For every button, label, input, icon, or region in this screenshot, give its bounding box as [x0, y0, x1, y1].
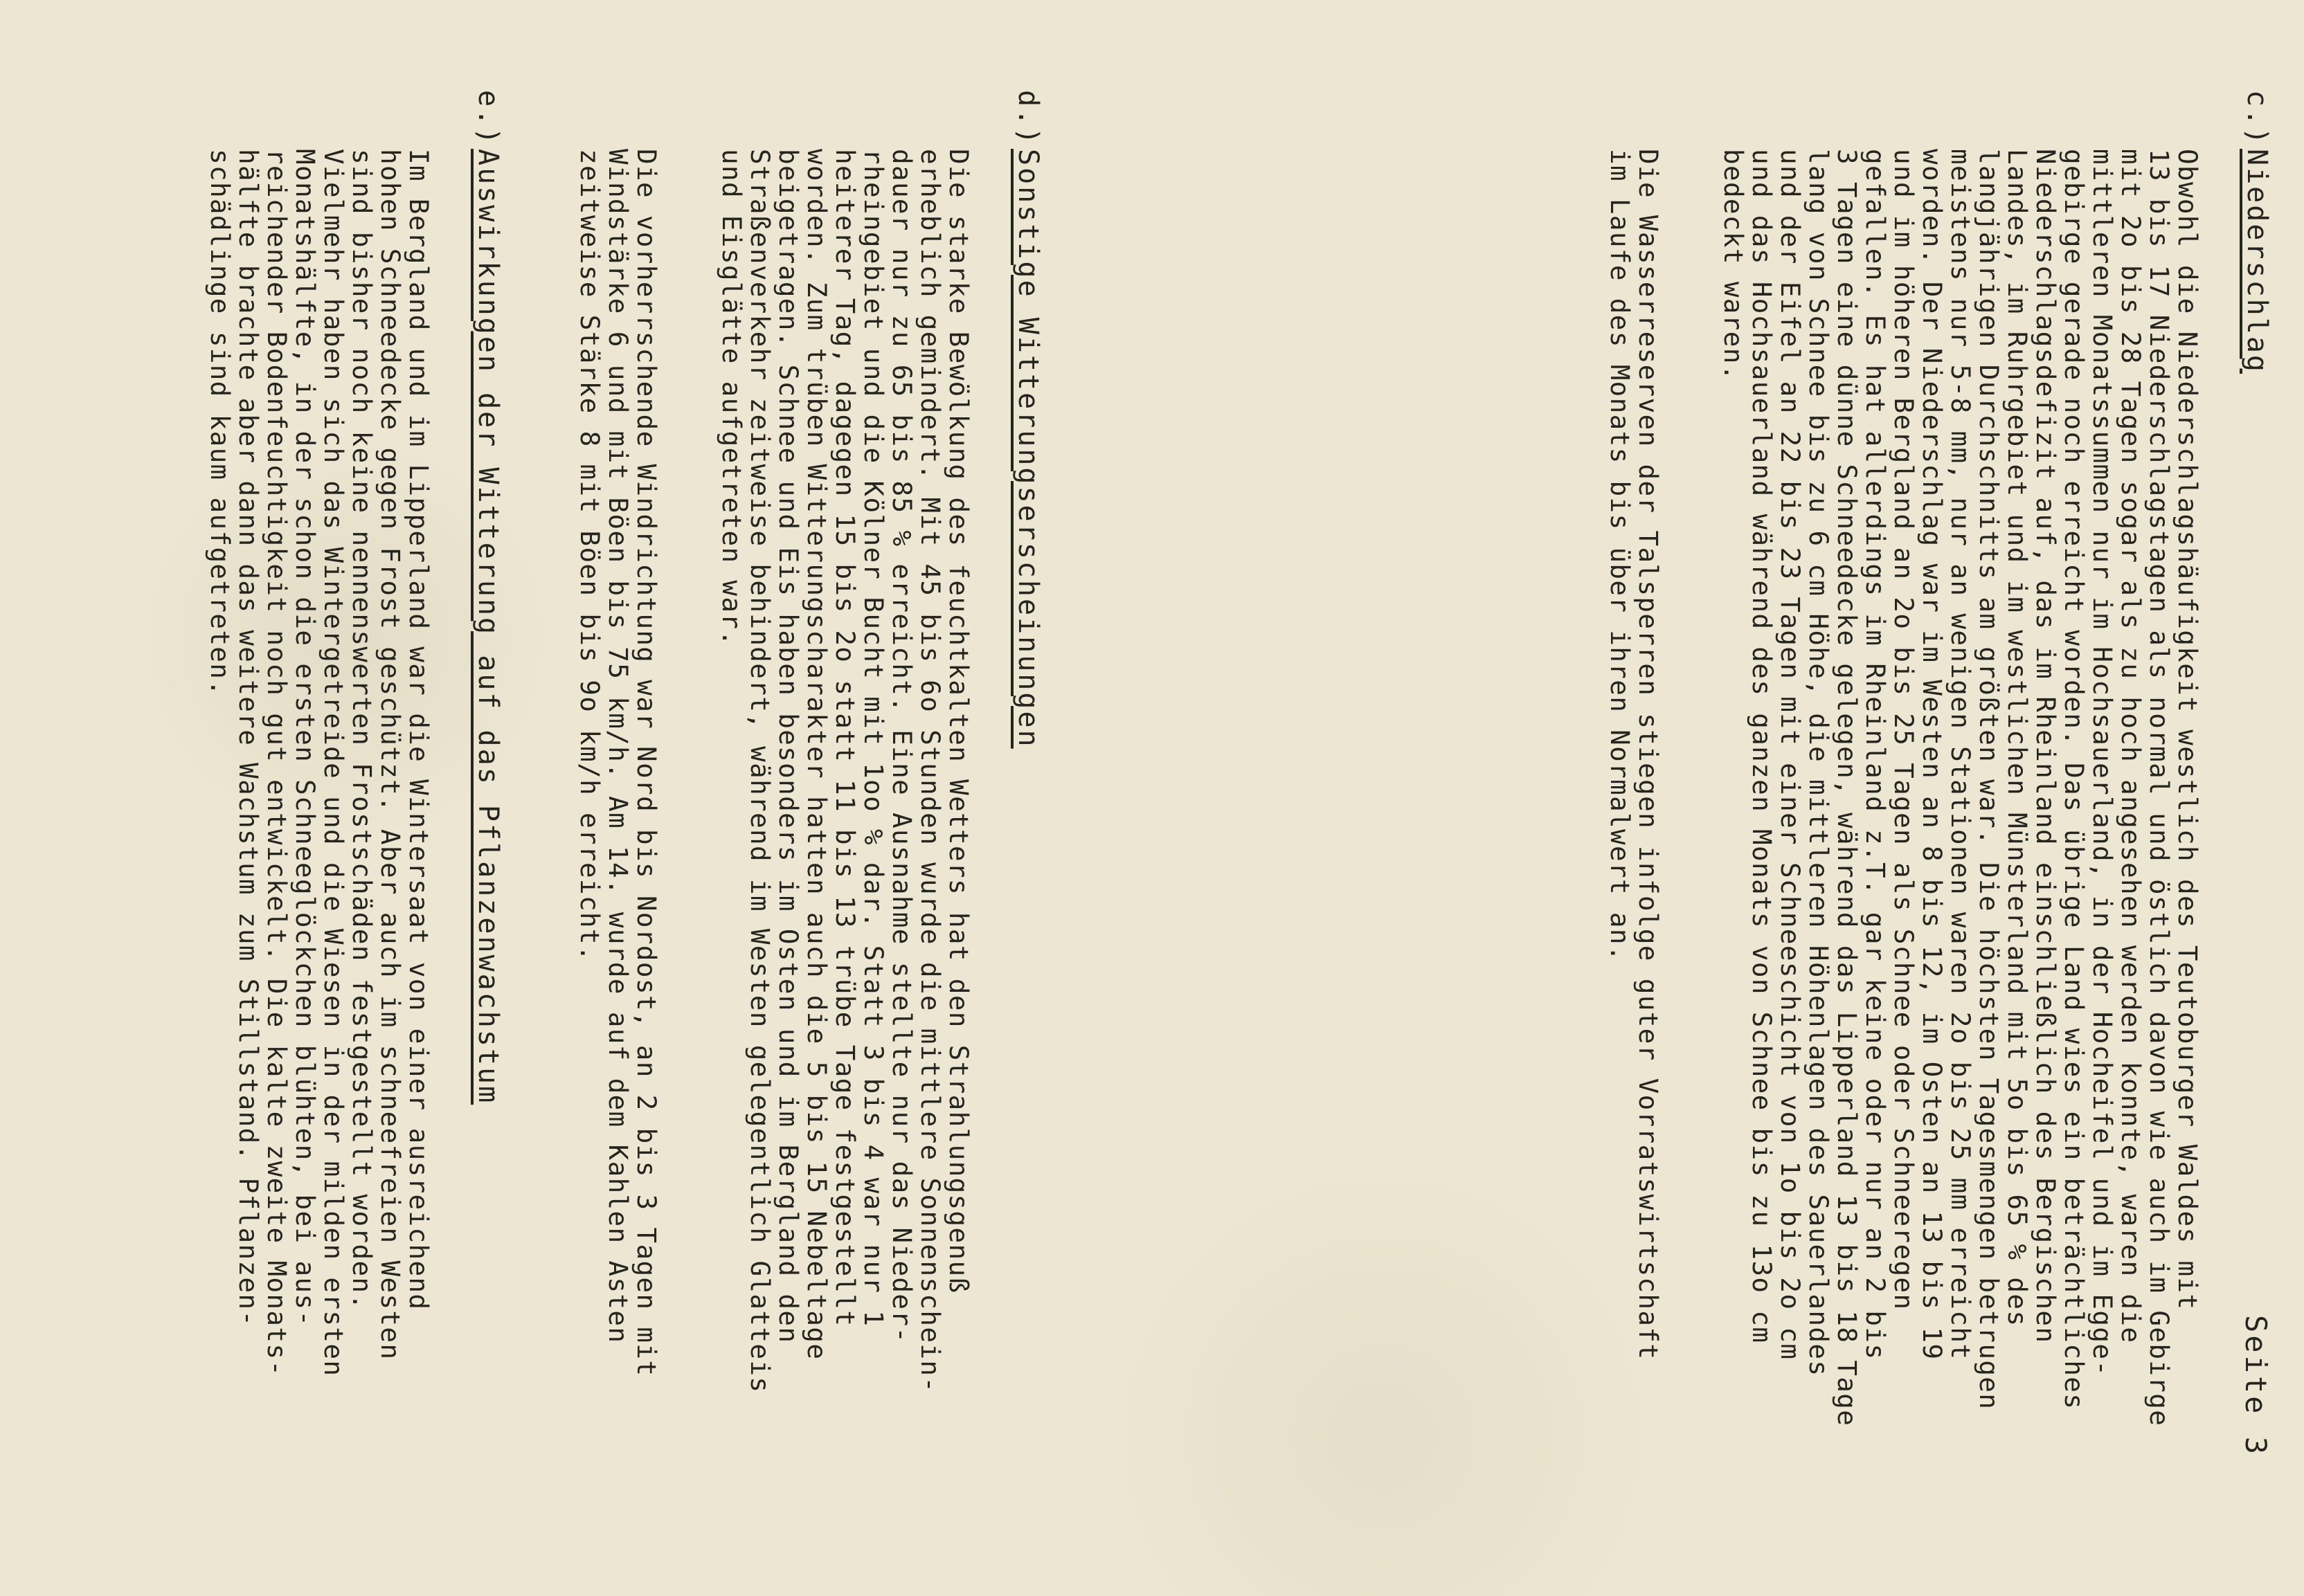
text-line: beigetragen. Schnee und Eis haben besonders im Osten und im Bergland den	[773, 149, 804, 1344]
paragraph	[206, 90, 461, 1530]
text-line: gefallen. Es hat allerdings im Rheinland z.T. gar keine oder nur an 2 bis	[1860, 149, 1891, 1361]
text-line: Vielmehr haben sich das Wintergetreide und die Wiesen in der milden ersten	[318, 149, 349, 1377]
text-line: Landes, im Ruhrgebiet und im westlichen Münsterland mit 5o bis 65 % des	[2002, 149, 2033, 1327]
section-title: Niederschlag	[2241, 149, 2273, 374]
section-sonstige-witterungserscheinungen	[575, 90, 1044, 1530]
text-line: langjährigen Durchschnitts am größten war. Die höchsten Tagesmengen betrugen	[1974, 149, 2004, 1411]
section-title: Sonstige Witterungserscheinungen	[1012, 149, 1044, 749]
text-line: mittleren Monatssummen nur im Hochsauerland, in der Hocheifel und im Egge-	[2087, 149, 2118, 1377]
paragraph	[575, 90, 689, 1530]
text-line: und das Hochsauerland während des ganzen Monats von Schnee bis zu 13o cm	[1747, 149, 1777, 1344]
text-line: Straßenverkehr zeitweise behindert, während im Westen gelegentlich Glatteis	[745, 149, 775, 1394]
text-line: worden. Der Niederschlag war im Westen an 8 bis 12, im Osten an 13 bis 19	[1917, 149, 1947, 1361]
text-line: Die starke Bewölkung des feuchtkalten Wetters hat den Strahlungsgenuß	[944, 149, 974, 1294]
text-line: worden. Zum trüben Witterungscharakter hatten auch die 5 bis 15 Nebeltage	[802, 149, 832, 1361]
text-line: hälfte brachte aber dann das weitere Wachstum zum Stillstand. Pflanzen-	[233, 149, 264, 1327]
section-niederschlag	[1605, 90, 2273, 1530]
text-line: reichender Bodenfeuchtigkeit noch gut entwickelt. Die kalte zweite Monats-	[262, 149, 292, 1377]
text-line: Niederschlagsdefizit auf, das im Rheinland einschließlich des Bergischen	[2031, 149, 2061, 1344]
text-line: hohen Schneedecke gegen Frost geschützt. Aber auch im schneefreien Westen	[375, 149, 406, 1361]
text-line: und der Eifel an 22 bis 23 Tagen mit einer Schneeschicht von 1o bis 2o cm	[1775, 149, 1806, 1361]
text-line: lang von Schnee bis zu 6 cm Höhe, die mittleren Höhenlagen des Sauerlandes	[1803, 149, 1834, 1377]
text-line: 13 bis 17 Niederschlagstagen als normal und östlich davon wie auch im Gebirge	[2144, 149, 2175, 1427]
text-line: mit 2o bis 28 Tagen sogar als zu hoch angesehen werden konnte, waren die	[2116, 149, 2146, 1344]
text-line: zeitweise Stärke 8 mit Böen bis 9o km/h erreicht.	[575, 149, 605, 962]
section-heading	[1001, 90, 1044, 1530]
text-line: und im höheren Bergland an 2o bis 25 Tagen als Schnee oder Schneeregen	[1889, 149, 1919, 1311]
section-heading	[461, 90, 504, 1530]
text-line: meistens nur 5-8 mm, nur an wenigen Stationen waren 2o bis 25 mm erreicht	[1945, 149, 1976, 1361]
page-number: Seite 3	[2239, 1315, 2273, 1458]
text-line: sind bisher noch keine nennenswerten Frostschäden festgestellt worden.	[347, 149, 377, 1311]
text-line: Monatshälfte, in der schon die ersten Schneeglöckchen blühten, bei aus-	[290, 149, 321, 1327]
text-line: Im Bergland und im Lipperland war die Wintersaat von einer ausreichend	[404, 149, 434, 1311]
paragraph	[717, 90, 1001, 1530]
text-line: Die Wasserreserven der Talsperren stiegen infolge guter Vorratswirtschaft	[1633, 149, 1664, 1361]
text-line: erheblich gemindert. Mit 45 bis 6o Stunden wurde die mittlere Sonnenschein-	[915, 149, 946, 1394]
text-line: Obwohl die Niederschlagshäufigkeit westlich des Teutoburger Waldes mit	[2172, 149, 2203, 1311]
section-title: Auswirkungen der Witterung auf das Pflanzenwachstum	[472, 149, 504, 1105]
text-line: und Eisglätte aufgetreten war.	[717, 149, 747, 647]
text-line: dauer nur zu 65 bis 85 % erreicht. Eine Ausnahme stellte nur das Nieder-	[887, 149, 917, 1344]
text-line: im Laufe des Monats bis über ihren Normalwert an.	[1605, 149, 1635, 962]
section-letter: e.)	[472, 90, 504, 147]
text-line: heiterer Tag, dagegen 15 bis 2o statt 11 bis 13 trübe Tage festgestellt	[830, 149, 861, 1327]
paragraph	[1719, 90, 2230, 1530]
text-line: 3 Tagen eine dünne Schneedecke gelegen, während das Lipperland 13 bis 18 Tage	[1832, 149, 1862, 1427]
text-line: bedeckt waren.	[1718, 149, 1749, 381]
section-heading	[2230, 90, 2273, 1530]
text-line: Windstärke 6 und mit Böen bis 75 km/h. Am 14. wurde auf dem Kahlen Asten	[603, 149, 633, 1344]
text-line: gebirge gerade noch erreicht worden. Das übrige Land wies ein beträchtliches	[2059, 149, 2089, 1411]
section-letter: c.)	[2241, 90, 2273, 147]
text-line: schädlinge sind kaum aufgetreten.	[205, 149, 235, 697]
text-line: rheingebiet und die Kölner Bucht mit 1oo % dar. Statt 3 bis 4 war nur 1	[858, 149, 889, 1327]
section-letter: d.)	[1012, 90, 1044, 147]
paragraph	[1605, 90, 1691, 1530]
text-line: Die vorherrschende Windrichtung war Nord bis Nordost, an 2 bis 3 Tagen mit	[631, 149, 662, 1377]
section-auswirkungen-pflanzenwachstum	[206, 90, 504, 1530]
